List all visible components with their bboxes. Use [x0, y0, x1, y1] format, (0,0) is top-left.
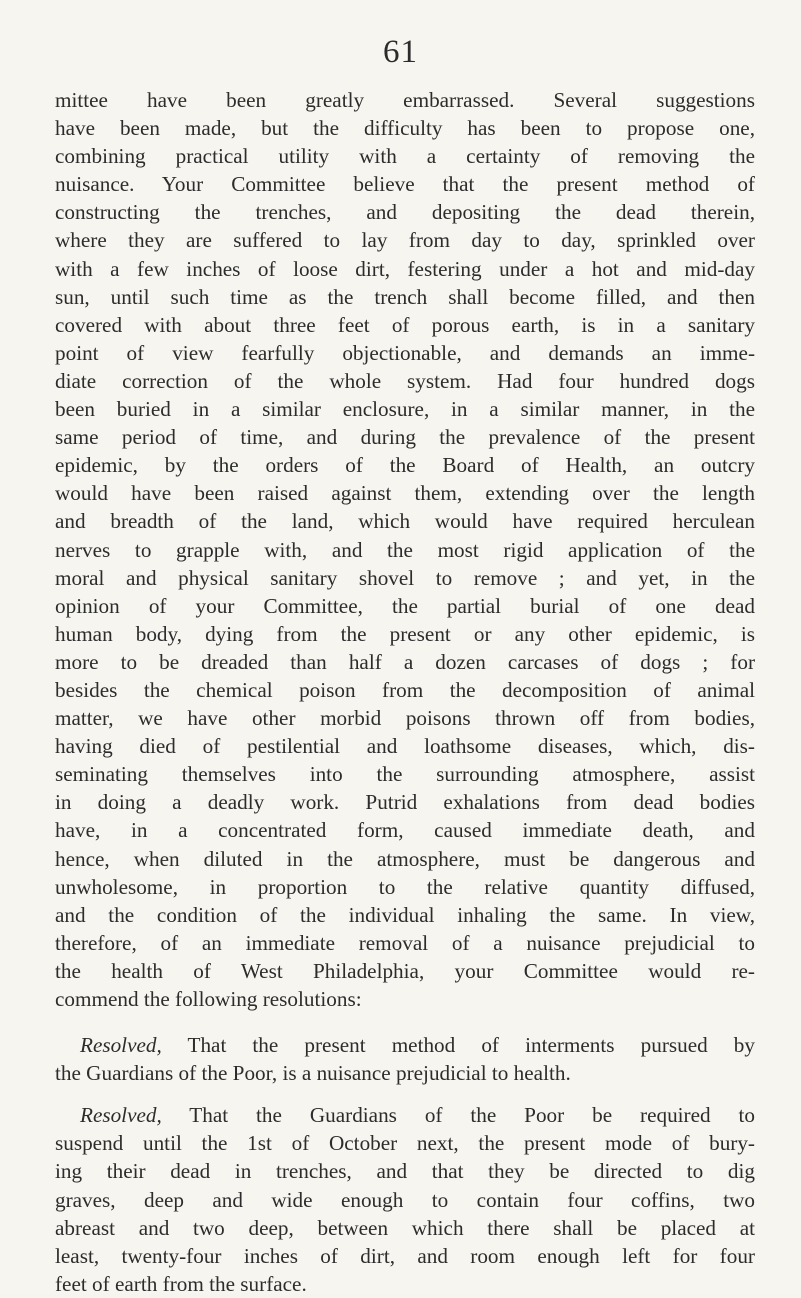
text-line: ing their dead in trenches, and that they be directed to dig — [55, 1159, 755, 1184]
text-line: constructing the trenches, and depositing the dead therein, — [55, 200, 755, 225]
text-line: seminating themselves into the surrounding atmosphere, assist — [55, 762, 755, 787]
text-line: and breadth of the land, which would have required herculean — [55, 509, 755, 534]
text-line: besides the chemical poison from the decomposition of animal — [55, 677, 755, 702]
text-line: nerves to grapple with, and the most rigid application of the — [55, 537, 755, 562]
text-line: abreast and two deep, between which there shall be placed at — [55, 1215, 755, 1240]
text-line: sun, until such time as the trench shall become filled, and then — [55, 284, 755, 309]
text-line: graves, deep and wide enough to contain four coffins, two — [55, 1187, 755, 1212]
text-line: least, twenty-four inches of dirt, and room enough left for four — [55, 1243, 755, 1268]
paragraph-gap — [55, 1013, 755, 1031]
paragraph-main — [55, 86, 755, 1013]
text-line: commend the following resolutions: — [55, 987, 362, 1011]
text-line: have been made, but the difficulty has been to propose one, — [55, 116, 755, 141]
text-line: been buried in a similar enclosure, in a similar manner, in the — [55, 397, 755, 422]
text-line: therefore, of an immediate removal of a nuisance prejudicial to — [55, 930, 755, 955]
body-text — [55, 86, 755, 1298]
text-line: the health of West Philadelphia, your Committee would re- — [55, 958, 755, 983]
resolution-1-first-text: That the present method of interments pursued by — [161, 1033, 755, 1058]
text-line: covered with about three feet of porous earth, is in a sanitary — [55, 312, 755, 337]
text-line: human body, dying from the present or any other epidemic, is — [55, 621, 755, 646]
text-line: having died of pestilential and loathsome diseases, which, dis- — [55, 734, 755, 759]
text-line: nuisance. Your Committee believe that the present method of — [55, 172, 755, 197]
text-line: with a few inches of loose dirt, festering under a hot and mid-day — [55, 256, 755, 281]
resolution-1-first-line — [55, 1031, 755, 1059]
text-line: the Guardians of the Poor, is a nuisance prejudicial to health. — [55, 1061, 571, 1086]
text-line: same period of time, and during the prevalence of the present — [55, 425, 755, 450]
resolution-2-first-text: That the Guardians of the Poor be required to — [161, 1103, 755, 1128]
text-line: suspend until the 1st of October next, the present mode of bury- — [55, 1131, 755, 1156]
text-line: more to be dreaded than half a dozen carcases of dogs ; for — [55, 649, 755, 674]
text-line: unwholesome, in proportion to the relative quantity diffused, — [55, 874, 755, 899]
paragraph-resolution-1 — [55, 1031, 755, 1087]
text-line: matter, we have other morbid poisons thrown off from bodies, — [55, 706, 755, 731]
text-line: where they are suffered to lay from day to day, sprinkled over — [55, 228, 755, 253]
paragraph-gap — [55, 1087, 755, 1101]
text-line: and the condition of the individual inhaling the same. In view, — [55, 902, 755, 927]
resolution-2-label: Resolved, — [80, 1103, 162, 1128]
text-line: combining practical utility with a certainty of removing the — [55, 144, 755, 169]
text-line: epidemic, by the orders of the Board of Health, an outcry — [55, 453, 755, 478]
text-line: point of view fearfully objectionable, and demands an imme- — [55, 340, 755, 365]
text-line: mittee have been greatly embarrassed. Several suggestions — [55, 88, 755, 112]
text-line: would have been raised against them, extending over the length — [55, 481, 755, 506]
page-number: 61 — [383, 34, 418, 70]
text-line: hence, when diluted in the atmosphere, must be dangerous and — [55, 846, 755, 871]
text-line: feet of earth from the surface. — [55, 1271, 307, 1296]
text-line: have, in a concentrated form, caused immediate death, and — [55, 818, 755, 843]
text-line: moral and physical sanitary shovel to remove ; and yet, in the — [55, 565, 755, 590]
resolution-2-first-line — [55, 1101, 755, 1129]
paragraph-resolution-2 — [55, 1101, 755, 1298]
text-line: opinion of your Committee, the partial burial of one dead — [55, 593, 755, 618]
text-line: in doing a deadly work. Putrid exhalations from dead bodies — [55, 790, 755, 815]
text-line: diate correction of the whole system. Had four hundred dogs — [55, 368, 755, 393]
resolution-1-label: Resolved, — [80, 1033, 162, 1058]
